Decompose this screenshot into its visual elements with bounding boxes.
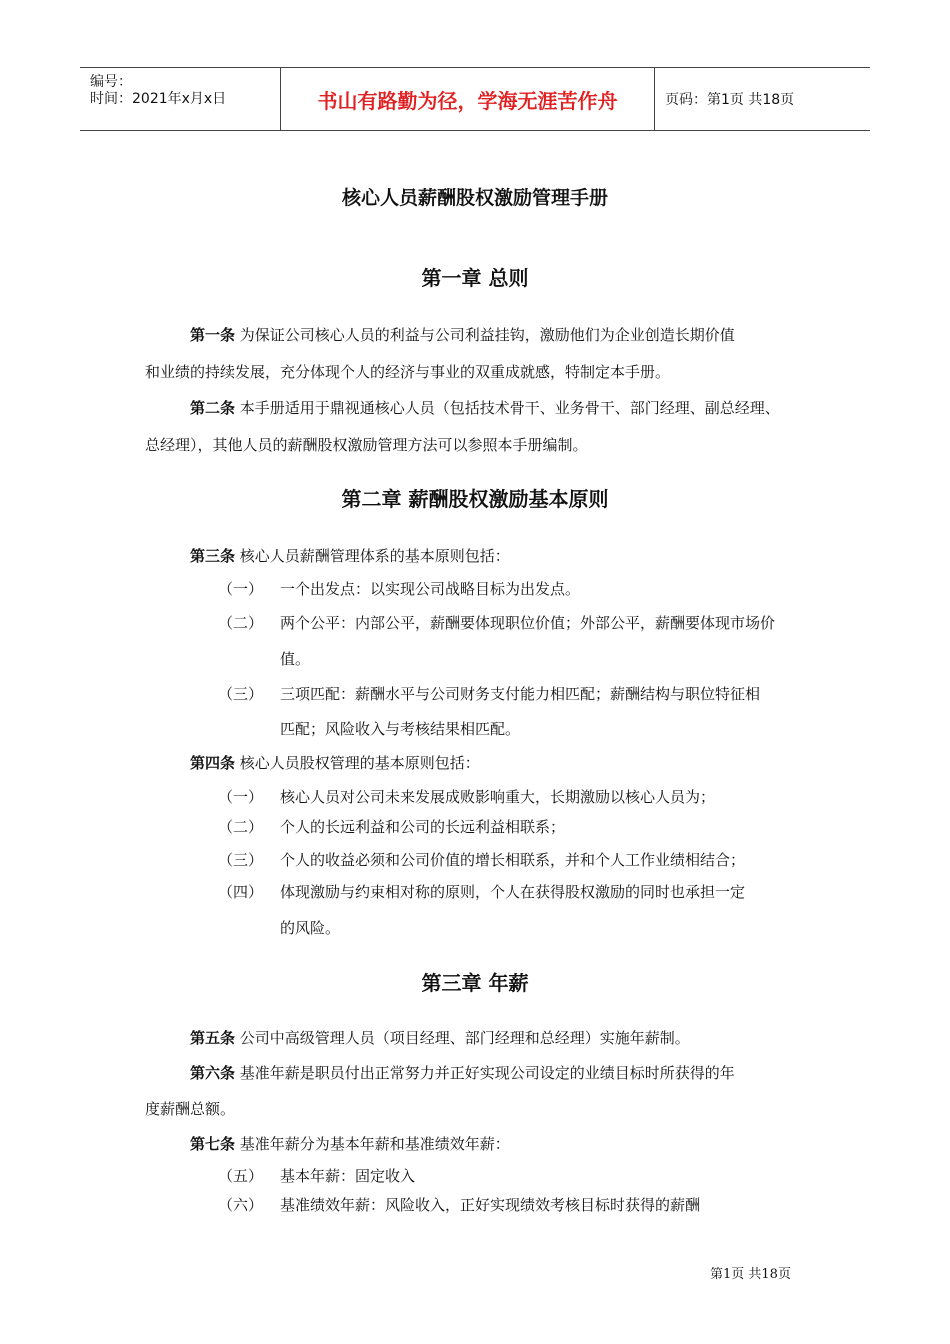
article-5-line — [190, 1027, 690, 1048]
article-6-line-2: 度薪酬总额。 — [145, 1100, 236, 1118]
article-3-item-3-text-1: 三项匹配：薪酬水平与公司财务支付能力相匹配；薪酬结构与职位特征相 — [280, 685, 761, 703]
article-7-item-2-text: 基准绩效年薪：风险收入，正好实现绩效考核目标时获得的薪酬 — [280, 1196, 701, 1214]
article-4-item-1-number: （一） — [218, 788, 264, 806]
article-4-text: 核心人员股权管理的基本原则包括： — [239, 754, 480, 772]
header-motto: 书山有路勤为径，学海无涯苦作舟 — [281, 68, 655, 130]
article-7-line — [190, 1133, 510, 1154]
article-2-text-1: 本手册适用于鼎视通核心人员（包括技术骨干、业务骨干、部门经理、副总经理、 — [239, 399, 780, 417]
article-3-item-2-text-2: 值。 — [280, 650, 311, 668]
article-6-label: 第六条 — [190, 1064, 236, 1082]
article-4-item-3-number: （三） — [218, 851, 264, 869]
document-title: 核心人员薪酬股权激励管理手册 — [341, 187, 608, 209]
article-1-text-1: 为保证公司核心人员的利益与公司利益挂钩，激励他们为企业创造长期价值 — [239, 326, 735, 344]
article-3-item-3-text-2: 匹配；风险收入与考核结果相匹配。 — [280, 720, 521, 738]
article-3-item-3-number: （三） — [218, 685, 264, 703]
article-7-item-1-text: 基本年薪：固定收入 — [280, 1167, 416, 1185]
article-4-label: 第四条 — [190, 754, 236, 772]
article-4-item-2-text: 个人的长远利益和公司的长远利益相联系； — [280, 818, 566, 836]
article-3-item-1-text: 一个出发点：以实现公司战略目标为出发点。 — [280, 580, 581, 598]
article-4-item-4-number: （四） — [218, 883, 264, 901]
header-page-info: 页码：第1页 共18页 — [665, 92, 795, 108]
article-4-line — [190, 752, 480, 773]
article-6-line-1 — [190, 1062, 735, 1083]
article-4-item-3-text: 个人的收益必须和公司价值的增长相联系，并和个人工作业绩相结合； — [280, 851, 746, 869]
article-7-item-1-number: （五） — [218, 1167, 264, 1185]
time-label: 时间：2021年x月x日 — [90, 91, 227, 107]
article-7-label: 第七条 — [190, 1135, 236, 1153]
chapter-2-title: 第二章 薪酬股权激励基本原则 — [341, 487, 609, 511]
chapter-1-title: 第一章 总则 — [421, 266, 529, 290]
article-2-line-1 — [190, 397, 780, 418]
article-6-text-1: 基准年薪是职员付出正常努力并正好实现公司设定的业绩目标时所获得的年 — [239, 1064, 735, 1082]
header-meta-cell — [80, 68, 281, 130]
article-4-item-4-text-1: 体现激励与约束相对称的原则，个人在获得股权激励的同时也承担一定 — [280, 883, 746, 901]
number-label: 编号： — [90, 74, 132, 90]
article-2-label: 第二条 — [190, 399, 236, 417]
article-3-text: 核心人员薪酬管理体系的基本原则包括： — [239, 547, 510, 565]
article-1-line-1 — [190, 324, 735, 345]
page-footer: 第1页 共18页 — [710, 1267, 791, 1282]
article-3-label: 第三条 — [190, 547, 236, 565]
article-1-line-2: 和业绩的持续发展，充分体现个人的经济与事业的双重成就感，特制定本手册。 — [145, 363, 671, 381]
article-5-label: 第五条 — [190, 1029, 236, 1047]
page-header — [80, 67, 870, 131]
article-4-item-2-number: （二） — [218, 818, 264, 836]
article-4-item-4-text-2: 的风险。 — [280, 919, 341, 937]
article-3-item-1-number: （一） — [218, 580, 264, 598]
article-7-item-2-number: （六） — [218, 1196, 264, 1214]
chapter-3-title: 第三章 年薪 — [421, 971, 529, 995]
article-1-label: 第一条 — [190, 326, 236, 344]
article-7-text: 基准年薪分为基本年薪和基准绩效年薪： — [239, 1135, 510, 1153]
article-4-item-1-text: 核心人员对公司未来发展成败影响重大，长期激励以核心人员为； — [280, 788, 716, 806]
article-3-item-2-text-1: 两个公平：内部公平，薪酬要体现职位价值；外部公平，薪酬要体现市场价 — [280, 614, 776, 632]
article-3-item-2-number: （二） — [218, 614, 264, 632]
article-2-line-2: 总经理），其他人员的薪酬股权激励管理方法可以参照本手册编制。 — [145, 436, 588, 454]
article-3-line — [190, 545, 510, 566]
article-5-text: 公司中高级管理人员（项目经理、部门经理和总经理）实施年薪制。 — [239, 1029, 690, 1047]
